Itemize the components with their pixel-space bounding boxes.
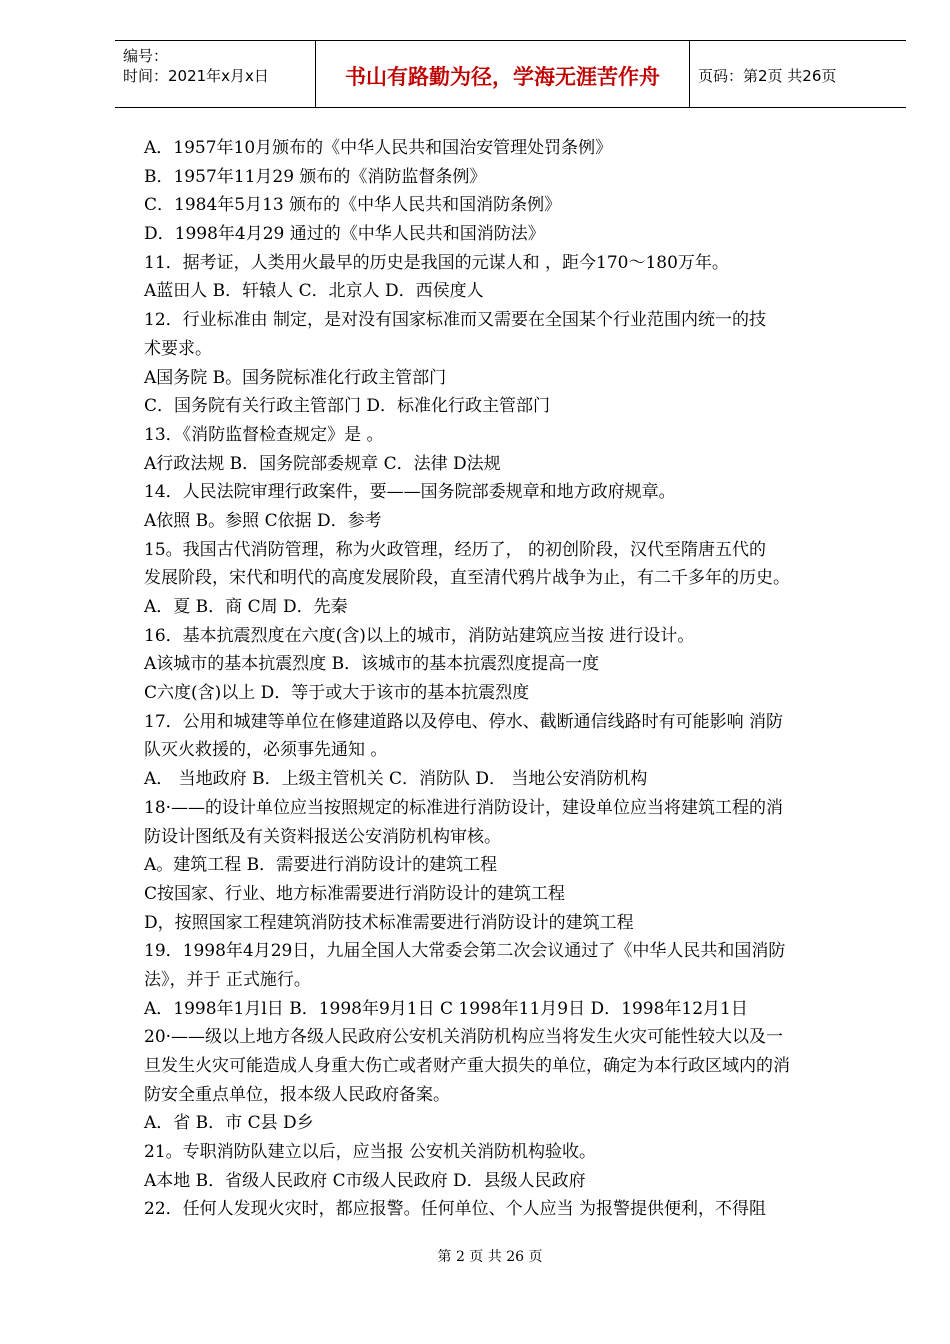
text-line: C．1984年5月13 颁布的《中华人民共和国消防条例》 (144, 195, 562, 216)
header-page-number: 页码：第2页 共26页 (698, 67, 837, 85)
text-line: A依照 B。参照 C依据 D．参考 (144, 510, 382, 531)
text-line: 11．据考证，人类用火最早的历史是我国的元谋人和 ，距今170～180万年。 (144, 252, 729, 273)
header-page-cell (690, 41, 906, 107)
page-header (115, 40, 906, 108)
doc-time-label: 时间：2021年x月x日 (123, 67, 269, 85)
text-line: 21。专职消防队建立以后，应当报 公安机关消防机构验收。 (144, 1142, 597, 1163)
text-line: A．夏 B．商 C周 D．先秦 (144, 597, 348, 617)
text-line: A．1998年1月l日 B．1998年9月1日 C 1998年11月9日 D．1998年12月1日 (144, 998, 748, 1019)
document-body (144, 134, 879, 1224)
text-line: 20·——级以上地方各级人民政府公安机关消防机构应当将发生火灾可能性较大以及一 (144, 1027, 784, 1048)
text-line: 法》，并于 正式施行。 (144, 969, 311, 990)
header-info-cell (115, 41, 316, 107)
text-line: D，按照国家工程建筑消防技术标准需要进行消防设计的建筑工程 (144, 912, 634, 933)
text-line: 13．《消防监督检查规定》是 。 (144, 424, 384, 445)
text-line: 防设计图纸及有关资料报送公安消防机构审核。 (144, 826, 501, 847)
text-line: 19．1998年4月29日，九届全国人大常委会第二次会议通过了《中华人民共和国消防 (144, 941, 786, 962)
text-line: 17．公用和城建等单位在修建道路以及停电、停水、截断通信线路时有可能影响 消防 (144, 711, 784, 732)
text-line: 防安全重点单位，报本级人民政府备案。 (144, 1084, 450, 1105)
text-line: A．省 B．市 C县 D乡 (144, 1113, 314, 1134)
text-line: 14．人民法院审理行政案件，要——国务院部委规章和地方政府规章。 (144, 482, 676, 503)
text-line: A本地 B．省级人民政府 C市级人民政府 D．县级人民政府 (144, 1170, 586, 1191)
page-footer: 第 2 页 共 26 页 (437, 1249, 543, 1265)
text-line: 22．任何人发现火灾时，都应报警。任何单位、个人应当 为报警提供便利，不得阻 (144, 1199, 767, 1220)
text-line: A行政法规 B．国务院部委规章 C．法律 D法规 (144, 453, 501, 474)
text-line: 18·——的设计单位应当按照规定的标准进行消防设计，建设单位应当将建筑工程的消 (144, 797, 784, 818)
text-line: B．1957年11月29 颁布的《消防监督条例》 (144, 166, 487, 187)
text-line: A。建筑工程 B．需要进行消防设计的建筑工程 (144, 855, 498, 876)
text-line: C．国务院有关行政主管部门 D．标准化行政主管部门 (144, 396, 551, 417)
text-line: A．1957年10月颁布的《中华人民共和国治安管理处罚条例》 (144, 138, 613, 158)
text-line: 术要求。 (144, 338, 212, 359)
text-line: A国务院 B。国务院标准化行政主管部门 (144, 367, 447, 388)
doc-number-label: 编号： (123, 47, 169, 65)
text-line: D．1998年4月29 通过的《中华人民共和国消防法》 (144, 224, 545, 245)
text-line: A该城市的基本抗震烈度 B．该城市的基本抗震烈度提高一度 (144, 654, 600, 675)
text-line: A． 当地政府 B．上级主管机关 C．消防队 D． 当地公安消防机构 (144, 769, 648, 790)
text-line: C六度(含)以上 D．等于或大于该市的基本抗震烈度 (144, 683, 530, 704)
text-line: 发展阶段，宋代和明代的高度发展阶段，直至清代鸦片战争为止，有二千多年的历史。 (144, 568, 790, 589)
text-line: C按国家、行业、地方标准需要进行消防设计的建筑工程 (144, 883, 566, 904)
text-line: A蓝田人 B．轩辕人 C．北京人 D．西侯度人 (144, 281, 484, 302)
text-line: 旦发生火灾可能造成人身重大伤亡或者财产重大损失的单位，确定为本行政区域内的消 (144, 1056, 790, 1076)
text-line: 15。我国古代消防管理，称为火政管理，经历了， 的初创阶段，汉代至隋唐五代的 (144, 539, 767, 560)
header-motto: 书山有路勤为径，学海无涯苦作舟 (345, 65, 660, 89)
text-line: 队灭火救援的，必须事先通知 。 (144, 740, 388, 761)
header-motto-cell (316, 41, 690, 107)
text-line: 16．基本抗震烈度在六度(含)以上的城市，消防站建筑应当按 进行设计。 (144, 625, 695, 646)
text-line: 12．行业标准由 制定，是对没有国家标准而又需要在全国某个行业范围内统一的技 (144, 310, 767, 331)
